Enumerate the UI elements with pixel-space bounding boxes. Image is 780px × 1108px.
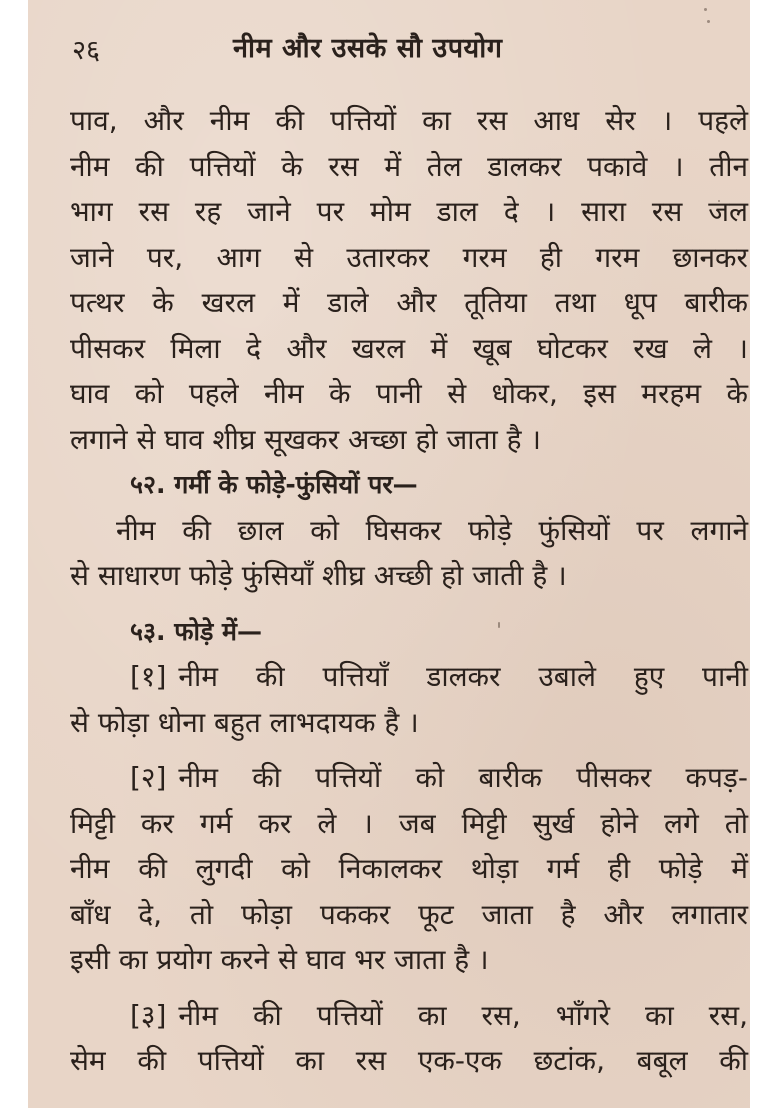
spacer bbox=[70, 983, 748, 993]
item-first-line: नीम की पत्तियाँ डालकर उबाले हुए पानी bbox=[178, 660, 748, 693]
paragraph-intro bbox=[70, 98, 748, 462]
remedy-item-3 bbox=[70, 993, 748, 1084]
page-body bbox=[70, 98, 748, 1084]
text-line: भाग रस रह जाने पर मोम डाल दे । सारा रस जल bbox=[70, 195, 748, 228]
text-line: से साधारण फोड़े फुंसियाँ शीघ्र अच्छी हो जाती है । bbox=[70, 559, 567, 592]
spacer bbox=[70, 599, 748, 609]
section-heading: ५२. गर्मी के फोड़े-फुंसियों पर— bbox=[130, 470, 418, 499]
text-line: जाने पर, आग से उतारकर गरम ही गरम छानकर bbox=[70, 240, 748, 274]
text-line bbox=[70, 755, 748, 801]
item-first-line: नीम की पत्तियों का रस, भाँगरे का रस, bbox=[178, 998, 748, 1032]
page-number: २६ bbox=[72, 35, 101, 66]
text-line: नीम की छाल को घिसकर फोड़े फुंसियों पर लगाने bbox=[116, 513, 748, 547]
section-52 bbox=[70, 462, 748, 599]
text-line bbox=[70, 993, 748, 1039]
text-line: इसी का प्रयोग करने से घाव भर जाता है । bbox=[70, 943, 489, 976]
text-line: घाव को पहले नीम के पानी से धोकर, इस मरहम के bbox=[70, 377, 748, 410]
text-line: पाव, और नीम की पत्तियों का रस आध सेर । पहले bbox=[70, 104, 748, 137]
item-marker: [२] bbox=[130, 761, 167, 794]
remedy-item-1 bbox=[70, 654, 748, 745]
section-53 bbox=[70, 609, 748, 1084]
item-marker: [१] bbox=[130, 660, 167, 693]
section-heading: ५३. फोड़े में— bbox=[130, 616, 262, 646]
item-marker: [३] bbox=[130, 998, 167, 1032]
page-header bbox=[28, 28, 750, 68]
text-line: बाँध दे, तो फोड़ा पककर फूट जाता है और लगातार bbox=[70, 897, 748, 931]
text-line: नीम की पत्तियों के रस में तेल डालकर पकावे । तीन bbox=[70, 149, 748, 183]
paper-speck bbox=[704, 8, 707, 11]
item-first-line: नीम की पत्तियों को बारीक पीसकर कपड़- bbox=[178, 761, 748, 794]
text-line: सेम की पत्तियों का रस एक-एक छटांक, बबूल की bbox=[70, 1044, 748, 1077]
text-line: पत्थर के खरल में डाले और तूतिया तथा धूप बारीक bbox=[70, 286, 748, 319]
text-line: मिट्टी कर गर्म कर ले । जब मिट्टी सुर्ख होने लगे तो bbox=[70, 806, 748, 840]
text-line: पीसकर मिला दे और खरल में खूब घोटकर रख ले । bbox=[70, 331, 748, 365]
text-line bbox=[70, 654, 748, 700]
spacer bbox=[70, 745, 748, 755]
remedy-item-2 bbox=[70, 755, 748, 983]
paper-speck bbox=[707, 20, 710, 23]
text-line: लगाने से घाव शीघ्र सूखकर अच्छा हो जाता है । bbox=[70, 422, 541, 456]
text-line: से फोड़ा धोना बहुत लाभदायक है । bbox=[70, 705, 419, 739]
book-page bbox=[28, 0, 750, 1108]
running-title: नीम और उसके सौ उपयोग bbox=[233, 33, 503, 64]
text-line: नीम की लुगदी को निकालकर थोड़ा गर्म ही फोड़े में bbox=[70, 852, 748, 885]
